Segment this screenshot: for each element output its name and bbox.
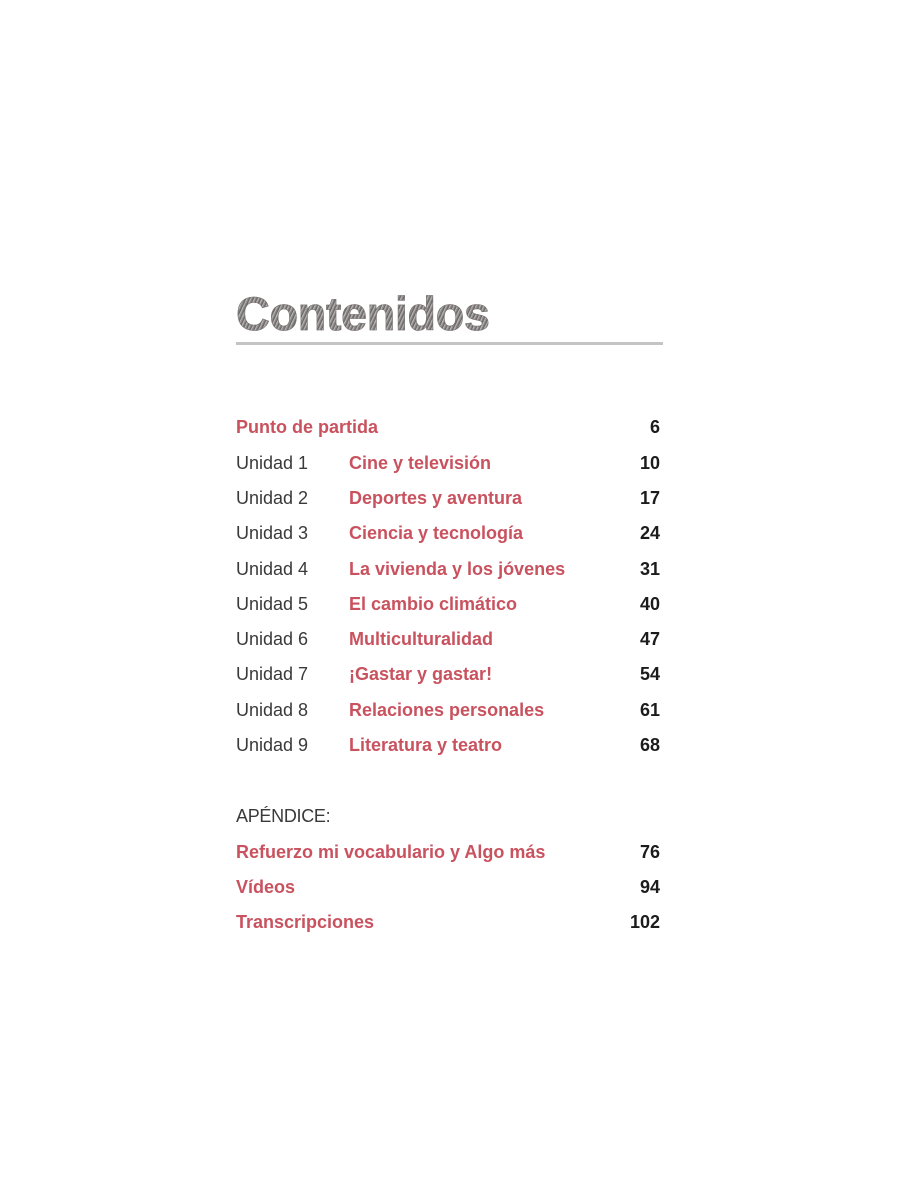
page-title: Contenidos	[236, 287, 490, 340]
toc-entry-title[interactable]: Refuerzo mi vocabulario y Algo más	[236, 842, 546, 862]
toc-entry-title[interactable]: Punto de partida	[236, 417, 379, 437]
unit-label: Unidad 6	[236, 629, 309, 649]
toc-entry-appendix[interactable]	[236, 840, 660, 864]
toc-entry-title[interactable]: Multiculturalidad	[349, 629, 493, 649]
toc-page-number: 24	[639, 523, 660, 543]
toc-entry-unit[interactable]	[236, 698, 660, 722]
toc-entry-appendix[interactable]	[236, 910, 660, 934]
toc-page-number: 54	[639, 664, 660, 684]
unit-label: Unidad 2	[236, 488, 309, 508]
toc-entry-unit[interactable]	[236, 733, 660, 757]
toc-page-number: 17	[639, 488, 660, 508]
toc-entry-unit[interactable]	[236, 486, 660, 510]
unit-label: Unidad 3	[236, 523, 309, 543]
toc-page-number: 68	[639, 735, 660, 755]
toc-entry-unit[interactable]	[236, 557, 660, 581]
unit-label: Unidad 5	[236, 594, 309, 614]
toc-entry-title[interactable]: Relaciones personales	[349, 700, 545, 720]
toc-entry-title[interactable]: Deportes y aventura	[349, 488, 523, 508]
toc-entry-title[interactable]: Vídeos	[236, 877, 296, 897]
toc-page-number: 94	[639, 877, 660, 897]
unit-label: Unidad 4	[236, 559, 309, 579]
unit-label: Unidad 7	[236, 664, 309, 684]
title-divider	[236, 342, 663, 345]
toc-entry-title[interactable]: Cine y televisión	[349, 453, 492, 473]
toc-entry-title[interactable]: ¡Gastar y gastar!	[349, 664, 493, 684]
toc-entry-unit[interactable]	[236, 451, 660, 475]
unit-label: Unidad 1	[236, 453, 309, 473]
toc-page-number: 47	[639, 629, 660, 649]
toc-entry-title[interactable]: Literatura y teatro	[349, 735, 503, 755]
toc-page-number: 40	[639, 594, 660, 614]
toc-entry-title[interactable]: La vivienda y los jóvenes	[349, 559, 566, 579]
unit-label: Unidad 9	[236, 735, 309, 755]
toc-entry-appendix[interactable]	[236, 875, 660, 899]
toc-page-number: 10	[639, 453, 660, 473]
toc-entry-unit[interactable]	[236, 592, 660, 616]
toc-entry-unit[interactable]	[236, 662, 660, 686]
unit-label: Unidad 8	[236, 700, 309, 720]
appendix-heading: APÉNDICE:	[236, 806, 331, 826]
toc-page-number: 6	[649, 417, 660, 437]
toc-entry-title[interactable]: El cambio climático	[349, 594, 518, 614]
toc-entry-unit[interactable]	[236, 521, 660, 545]
toc-page-number: 31	[639, 559, 660, 579]
toc-entry-title[interactable]: Transcripciones	[236, 912, 375, 932]
toc-entry-intro[interactable]	[236, 415, 660, 439]
toc-entry-unit[interactable]	[236, 627, 660, 651]
toc-page-number: 61	[639, 700, 660, 720]
toc-entry-title[interactable]: Ciencia y tecnología	[349, 523, 524, 543]
toc-page-number: 102	[629, 912, 660, 932]
toc-page-number: 76	[639, 842, 660, 862]
